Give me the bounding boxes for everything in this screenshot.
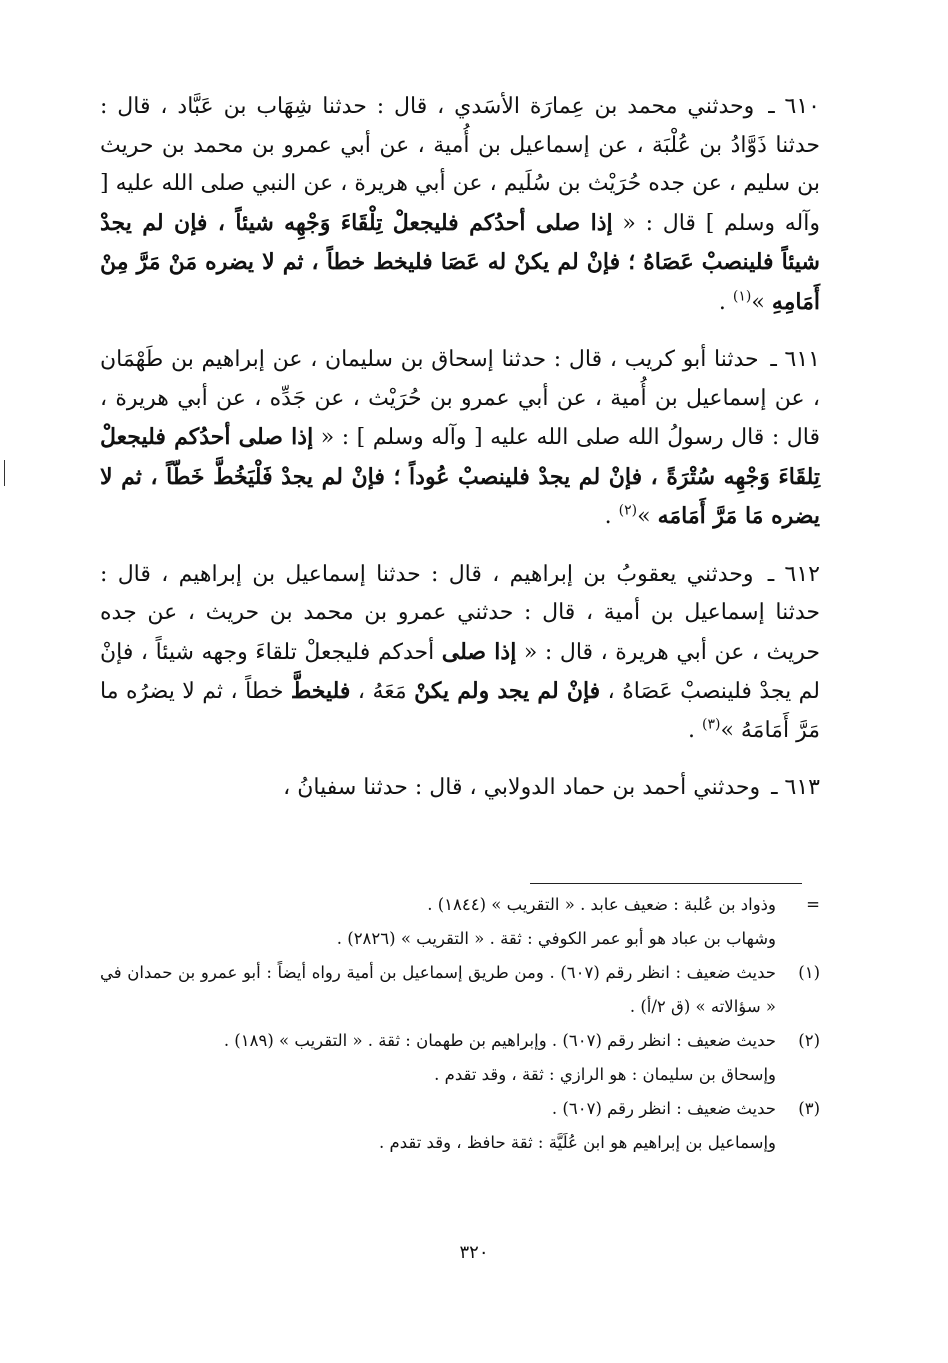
text-run: خطاً ، ثم لا يضرُه ما مَرَّ أَمَامَهُ » — [100, 679, 820, 743]
footnote-ref[interactable]: (٢) — [618, 502, 638, 519]
paragraph-611 — [100, 341, 820, 537]
footnote-line: وشهاب بن عباد هو أبو عمر الكوفي : ثقة . « التقريب » (٢٨٢٦) . — [336, 929, 776, 948]
hadith-text: إذا صلى — [441, 638, 517, 665]
footnote-3-continued — [100, 1126, 820, 1160]
sentence-end: . — [687, 717, 702, 743]
paragraph-610 — [100, 88, 820, 322]
footnotes — [100, 888, 820, 1160]
footnote-line: حديث ضعيف : انظر رقم (٦٠٧) . — [551, 1099, 776, 1118]
footnote-line: حديث ضعيف : انظر رقم (٦٠٧) . ومن طريق إسماعيل بن أمية رواه أيضاً : أبو عمرو بن حمدان في « سؤالاته » (ق ٢/أ) . — [100, 963, 776, 1016]
footnote-line: وإسحاق بن سليمان : هو الرازي : ثقة ، وقد تقدم . — [434, 1065, 776, 1084]
main-text — [100, 88, 820, 808]
text-run: مَعَهُ ، — [350, 679, 415, 704]
paragraph-612 — [100, 556, 820, 751]
margin-mark — [4, 460, 5, 486]
text-run: أحدكم فليجعلْ تلقاءَ وجهه شيئاً ، فإنْ لم يجدْ فلينصبْ عَصَاهُ ، — [100, 639, 821, 704]
hadith-text: إذا صلى أحدُكم فليجعلْ تِلقَاءَ وَجْهِه سُتْرَةً ، فإنْ لم يجدْ فلينصبْ عُوداً ؛ فإنْ لم يجدْ فَلْيَخُطَّ خَطّاً ، ثم لا يضره مَا مَرَّ أَمَامَه — [100, 424, 820, 529]
text-run: وحدثني محمد بن عِمارَة الأسَدي ، قال : حدثنا شِهَاب بن عَبَّاد ، قال : حدثنا ذَوَّادُ بن عُلْبَة ، عن إسماعيل بن أُمية ، عن أبي عمرو بن محمد بن حريث بن سليم ، عن جده حُرَيْث بن سُلَيم ، عن أبي هريرة ، عن النبي صلى الله عليه [ وآله وسلم ] قال : « — [100, 94, 820, 236]
footnote-mark: (٢) — [798, 1031, 820, 1050]
footnote-ref[interactable]: (٣) — [701, 716, 721, 733]
footnote-continuation — [100, 922, 820, 956]
footnote-2 — [100, 1024, 820, 1058]
footnote-3 — [100, 1092, 820, 1126]
footnote-line: وذواد بن عُلبة : ضعيف عابد . « التقريب » (١٨٤٤) . — [427, 895, 776, 914]
paragraph-613 — [100, 769, 820, 808]
footnote-1 — [100, 956, 820, 1024]
footnote-2-continued — [100, 1058, 820, 1092]
text-run: وحدثني أحمد بن حماد الدولابي ، قال : حدثنا سفيانُ ، — [283, 775, 761, 800]
hadith-number: ٦١٣ ـ — [771, 775, 820, 800]
hadith-text: فليخطَّ — [290, 678, 351, 704]
footnote-line: وإسماعيل بن إبراهيم هو ابن عُلَيَّة : ثقة حافظ ، وقد تقدم . — [379, 1133, 776, 1152]
footnote-continuation — [100, 888, 820, 922]
continuation-mark: = — [806, 895, 820, 914]
hadith-number: ٦١٠ ـ — [768, 94, 820, 119]
hadith-text: إذا صلى أحدُكم فليجعلْ تِلْقَاءَ وَجْهِه شيئاً ، فإن لم يجدْ شيئاً فلينصبْ عَصَاهُ ؛ فإنْ لم يكنْ له عَصَا فليخط خطاً ، ثم لا يضره مَنْ مَرَّ مِنْ أَمَامِهِ — [100, 209, 820, 315]
footnote-line: حديث ضعيف : انظر رقم (٦٠٧) . وإبراهيم بن طهمان : ثقة . « التقريب » (١٨٩) . — [223, 1031, 776, 1050]
sentence-end: . — [604, 504, 619, 529]
hadith-number: ٦١١ ـ — [770, 347, 820, 372]
footnote-mark: (٣) — [798, 1099, 820, 1118]
text-run: » — [637, 504, 658, 529]
hadith-text: فإنْ لم يجد ولم يكنْ — [414, 678, 601, 704]
page-number: ٣٢٠ — [459, 1242, 489, 1263]
sentence-end: . — [718, 289, 733, 315]
text-run: وحدثني يعقوبُ بن إبراهيم ، قال : حدثنا إسماعيل بن إبراهيم ، قال : حدثنا إسماعيل بن أمية ، قال : حدثني عمرو بن محمد بن حريث ، عن جده حريث ، عن أبي هريرة ، قال : « — [100, 561, 821, 665]
footnote-mark: (١) — [798, 963, 820, 982]
text-run: حدثنا أبو كريب ، قال : حدثنا إسحاق بن سليمان ، عن إبراهيم بن طَهْمَان ، عن إسماعيل بن أُمية ، عن أبي عمرو بن حُرَيْث ، عن جَدِّه ، عن أبي هريرة ، قال : قال رسولُ الله صلى الله عليه [ وآله وسلم ] : « — [100, 347, 820, 450]
footnote-ref[interactable]: (١) — [732, 288, 752, 305]
footnote-separator — [530, 883, 802, 884]
hadith-number: ٦١٢ ـ — [767, 561, 820, 587]
text-run: » — [751, 289, 772, 315]
